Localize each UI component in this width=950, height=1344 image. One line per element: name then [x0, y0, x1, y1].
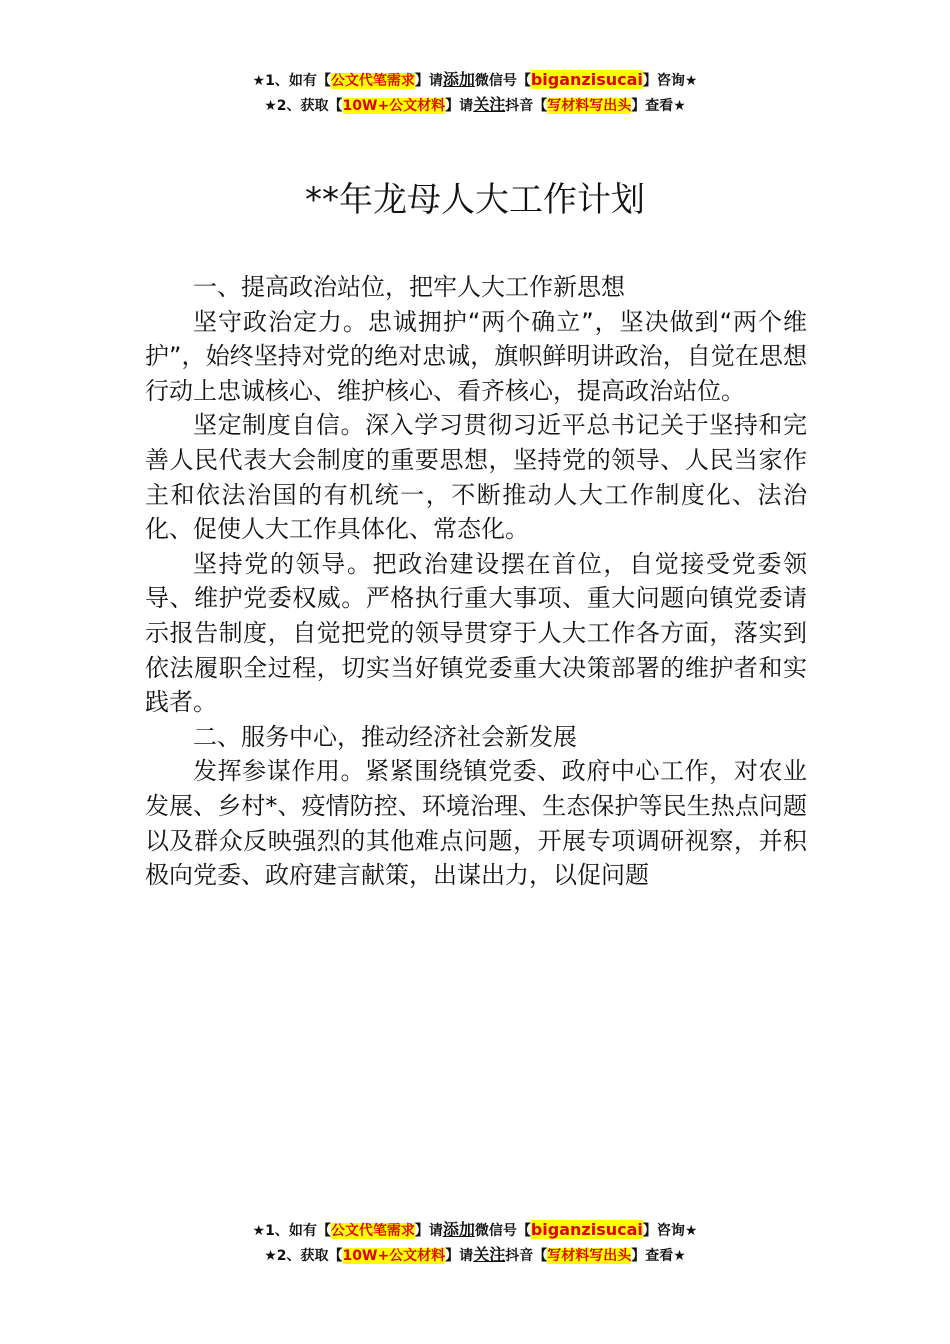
underlined-text: 添加 — [442, 1220, 475, 1239]
underlined-text: 关注 — [473, 95, 506, 114]
banner-text: 抖音【 — [505, 1248, 548, 1264]
banner-text: 】请 — [445, 1248, 474, 1264]
document-title: **年龙母人大工作计划 — [305, 180, 645, 220]
banner-text: ★1、如有【 — [252, 73, 331, 89]
banner-line-1 — [0, 68, 950, 93]
banner-text: ★1、如有【 — [252, 1223, 331, 1239]
highlight-text: 10W+公文材料 — [342, 1248, 446, 1264]
body-paragraph: 坚持党的领导。把政治建设摆在首位，自觉接受党委领导、维护党委权威。严格执行重大事项、重大问题向镇党委请示报告制度，自觉把党的领导贯穿于人大工作各方面，落实到依法履职全过程，切实当好镇党委重大决策部署的维护者和实践者。 — [145, 549, 807, 717]
underlined-text: 添加 — [442, 70, 475, 89]
section-heading: 二、服务中心，推动经济社会新发展 — [193, 722, 577, 751]
banner-line-2 — [0, 93, 950, 118]
footer-banner — [0, 1218, 950, 1268]
banner-text: 】查看★ — [631, 98, 686, 114]
document-body — [145, 270, 807, 893]
highlight-text: 公文代笔需求 — [330, 1223, 415, 1239]
highlight-text: biganzisucai — [530, 70, 643, 89]
banner-text: 】请 — [414, 1223, 443, 1239]
banner-text: 】咨询★ — [642, 73, 698, 89]
body-paragraph: 发挥参谋作用。紧紧围绕镇党委、政府中心工作，对农业发展、乡村*、疫情防控、环境治理、生态保护等民生热点问题以及群众反映强烈的其他难点问题，开展专项调研视察，并积极向党委、政府建言献策，出谋出力，以促问题 — [145, 757, 807, 890]
banner-text: 】请 — [445, 98, 474, 114]
banner-text: 微信号【 — [474, 1223, 531, 1239]
header-banner — [0, 68, 950, 118]
highlight-text: 10W+公文材料 — [342, 98, 446, 114]
banner-text: ★2、获取【 — [264, 98, 343, 114]
highlight-text: 写材料写出头 — [547, 98, 632, 114]
banner-text: 微信号【 — [474, 73, 531, 89]
banner-line-2 — [0, 1243, 950, 1268]
banner-text: ★2、获取【 — [264, 1248, 343, 1264]
banner-text: 】查看★ — [631, 1248, 686, 1264]
body-paragraph: 坚定制度自信。深入学习贯彻习近平总书记关于坚持和完善人民代表大会制度的重要思想，坚持党的领导、人民当家作主和依法治国的有机统一，不断推动人大工作制度化、法治化、促使人大工作具体化、常态化。 — [145, 411, 807, 544]
banner-text: 】请 — [414, 73, 443, 89]
highlight-text: 公文代笔需求 — [330, 73, 415, 89]
highlight-text: 写材料写出头 — [547, 1248, 632, 1264]
section-heading: 一、提高政治站位，把牢人大工作新思想 — [193, 273, 625, 301]
underlined-text: 关注 — [473, 1245, 506, 1264]
banner-text: 】咨询★ — [642, 1223, 698, 1239]
banner-text: 抖音【 — [505, 98, 548, 114]
highlight-text: biganzisucai — [530, 1220, 643, 1239]
banner-line-1 — [0, 1218, 950, 1243]
body-paragraph: 坚守政治定力。忠诚拥护“两个确立”，坚决做到“两个维护”，始终坚持对党的绝对忠诚，旗帜鲜明讲政治，自觉在思想行动上忠诚核心、维护核心、看齐核心，提高政治站位。 — [145, 307, 807, 405]
